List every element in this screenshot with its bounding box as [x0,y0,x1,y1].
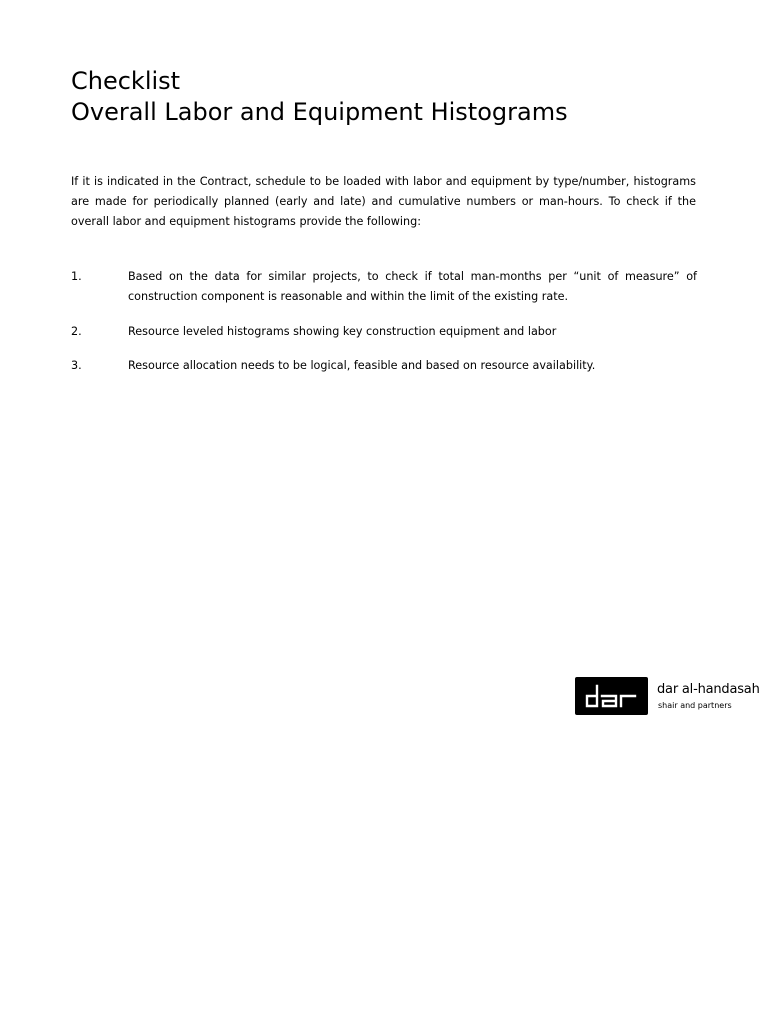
list-item [71,322,697,342]
company-logo [575,677,768,715]
dar-logo-mark [575,677,648,715]
list-item-text: Based on the data for similar projects, to check if total man-months per “unit of measure” of construction component is reasonable and within the limit of the existing rate. [128,270,697,303]
title-line-histograms: Overall Labor and Equipment Histograms [71,98,568,126]
list-item-number: 2. [71,324,82,338]
intro-paragraph: If it is indicated in the Contract, schedule to be loaded with labor and equipment by type/number, histograms are made for periodically planned (early and late) and cumulative numbers or man-hours. To check if the overall labor and equipment histograms provide the following: [71,175,696,228]
list-item-text: Resource allocation needs to be logical, feasible and based on resource availability. [128,359,596,373]
title-line-checklist: Checklist [71,67,181,95]
logo-tagline: shair and partners [658,701,732,710]
list-item-number: 1. [71,270,82,283]
checklist-items [71,267,697,391]
page-title [71,66,568,128]
list-item [71,356,697,376]
list-item-text: Resource leveled histograms showing key construction equipment and labor [128,324,557,338]
list-item [71,267,697,307]
list-item-number: 3. [71,359,82,373]
logo-company-name: dar al-handasah [657,682,760,697]
